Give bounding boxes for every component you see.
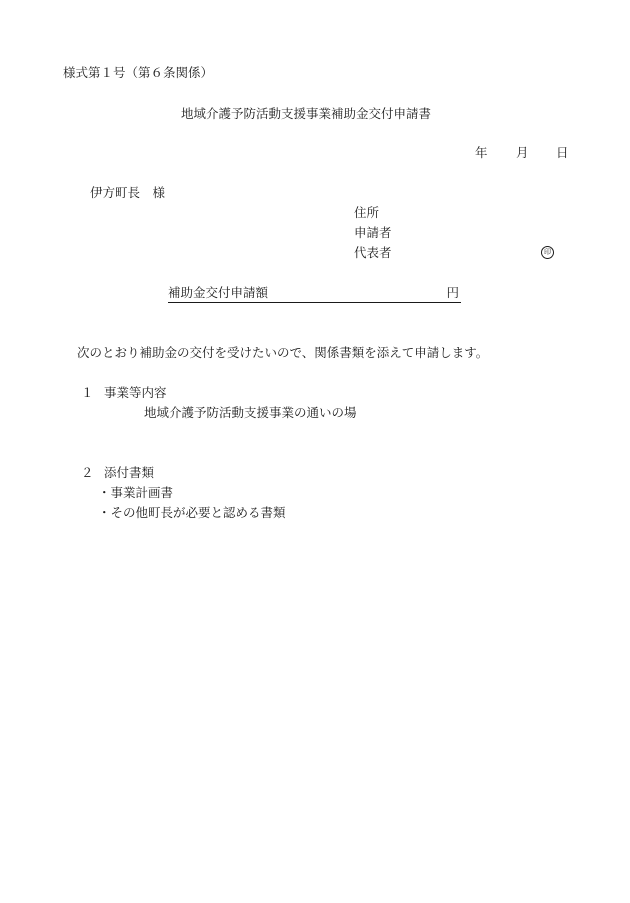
date-month-label: 月	[516, 145, 529, 160]
applicant-label: 申請者	[354, 225, 392, 240]
amount-unit: 円	[446, 285, 459, 300]
amount-line	[168, 287, 461, 303]
section-title: 事業等内容	[104, 385, 167, 400]
date-year-label: 年	[475, 145, 488, 160]
representative-label: 代表者	[354, 245, 392, 260]
recipient: 伊方町長 様	[90, 185, 166, 200]
document-title: 地域介護予防活動支援事業補助金交付申請書	[181, 106, 432, 121]
date-day-label: 日	[556, 145, 569, 160]
attachment-item: ・事業計画書	[98, 485, 174, 500]
address-label: 住所	[354, 205, 380, 220]
section-title: 添付書類	[104, 465, 155, 480]
form-number: 様式第１号（第６条関係）	[63, 65, 214, 80]
section-content: 地域介護予防活動支援事業の通いの場	[144, 405, 357, 420]
section-number: １	[81, 385, 94, 400]
seal-mark: 印	[541, 246, 554, 259]
attachment-item: ・その他町長が必要と認める書類	[98, 505, 286, 520]
body-text: 次のとおり補助金の交付を受けたいので、関係書類を添えて申請します。	[77, 345, 489, 360]
amount-label: 補助金交付申請額	[168, 285, 269, 300]
section-number: ２	[81, 465, 94, 480]
